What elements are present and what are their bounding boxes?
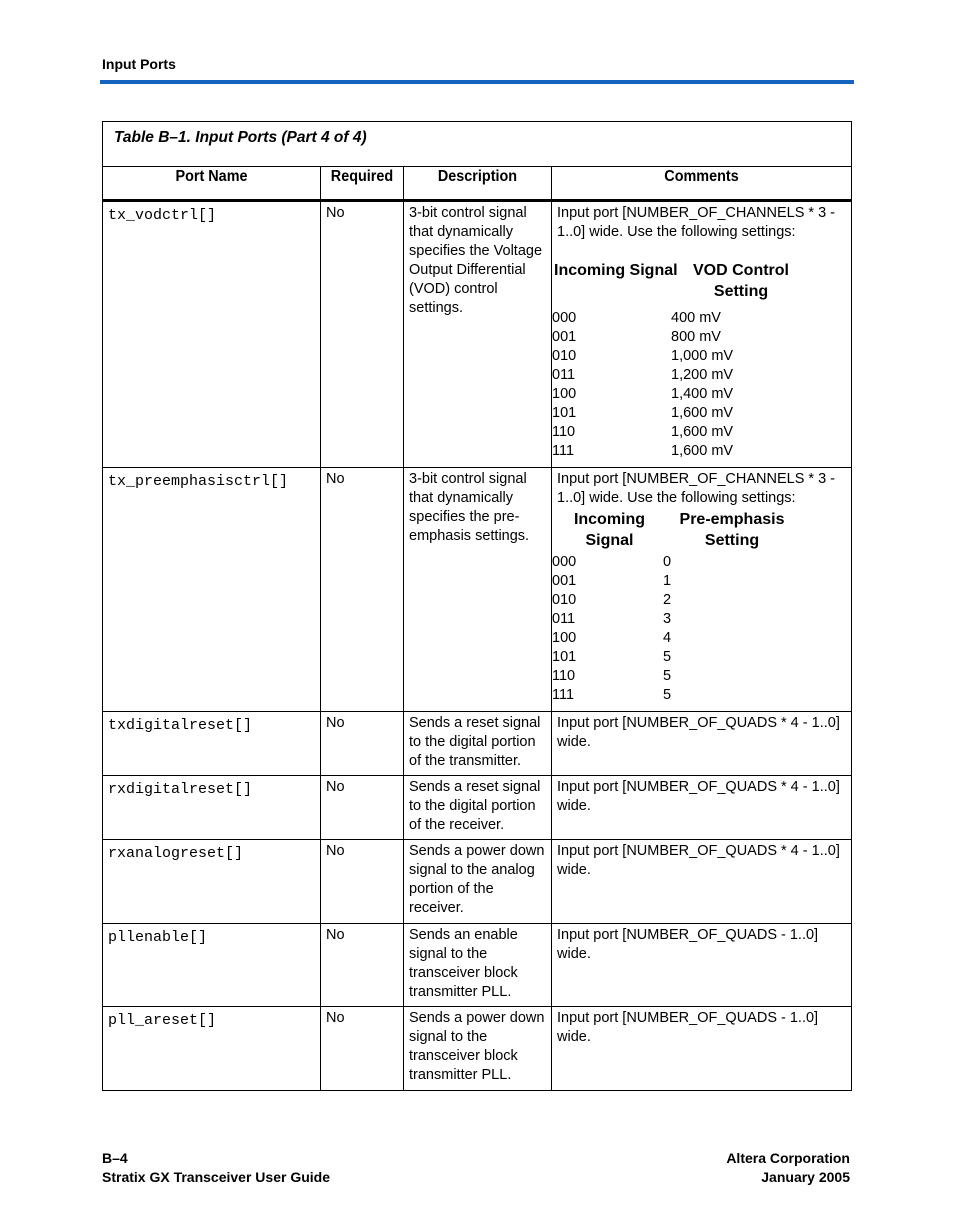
signal-code: 010 <box>552 592 577 608</box>
required-value: No <box>321 201 404 468</box>
column-header: Comments <box>664 168 739 185</box>
signal-code: 111 <box>552 443 575 459</box>
settings-col2-header: Pre-emphasis Setting <box>679 511 785 549</box>
signal-code: 110 <box>552 668 576 684</box>
running-header: Input Ports <box>102 56 176 72</box>
table-row <box>103 201 852 468</box>
setting-value: 4 <box>663 630 672 646</box>
setting-value: 3 <box>663 611 672 627</box>
signal-code: 111 <box>552 687 575 703</box>
table-row <box>103 468 852 712</box>
port-name: tx_vodctrl[] <box>103 201 321 468</box>
column-header: Required <box>330 168 394 185</box>
settings-col1-header: Incoming Signal <box>554 262 678 279</box>
comment-text: Input port [NUMBER_OF_QUADS * 4 - 1..0] wide. <box>557 843 840 878</box>
table-row <box>103 712 852 776</box>
comment-text: Input port [NUMBER_OF_QUADS * 4 - 1..0] wide. <box>557 779 840 814</box>
comment-text: Input port [NUMBER_OF_QUADS - 1..0] wide. <box>557 927 819 962</box>
setting-value: 1,400 mV <box>671 386 734 402</box>
port-name: pll_areset[] <box>103 1007 321 1091</box>
description: Sends an enable signal to the transceiver block transmitter PLL. <box>404 924 552 1007</box>
required-value: No <box>321 840 404 924</box>
comment-text: Input port [NUMBER_OF_CHANNELS * 3 - 1..0] wide. Use the following settings: <box>557 471 836 506</box>
setting-value: 1 <box>663 573 672 589</box>
signal-code: 100 <box>552 386 577 402</box>
comment-cell <box>552 468 852 712</box>
signal-code: 011 <box>552 611 576 627</box>
setting-value: 1,600 mV <box>671 405 734 421</box>
column-header: Port Name <box>175 168 248 185</box>
comment-cell <box>552 201 852 468</box>
description: Sends a power down signal to the transceiver block transmitter PLL. <box>404 1007 552 1091</box>
setting-value: 1,600 mV <box>671 443 734 459</box>
settings-list <box>552 553 845 705</box>
port-name: txdigitalreset[] <box>103 712 321 776</box>
settings-col2-header: VOD Control Setting <box>693 262 789 300</box>
table-row <box>103 776 852 840</box>
settings-col1-header: Incoming Signal <box>573 511 646 549</box>
setting-value: 5 <box>663 668 672 684</box>
description: 3-bit control signal that dynamically specifies the Voltage Output Differential (VOD) control settings. <box>404 201 552 468</box>
comment-cell <box>552 776 852 840</box>
footer-company: Altera Corporation <box>726 1150 850 1166</box>
signal-code: 000 <box>552 554 577 570</box>
description: Sends a power down signal to the analog portion of the receiver. <box>404 840 552 924</box>
setting-value: 1,600 mV <box>671 424 734 440</box>
description: 3-bit control signal that dynamically specifies the pre-emphasis settings. <box>404 468 552 712</box>
required-value: No <box>321 712 404 776</box>
table-caption: Table B–1. Input Ports (Part 4 of 4) <box>103 122 852 167</box>
description: Sends a reset signal to the digital portion of the receiver. <box>404 776 552 840</box>
setting-value: 400 mV <box>671 310 721 326</box>
comment-text: Input port [NUMBER_OF_QUADS - 1..0] wide. <box>557 1010 819 1045</box>
setting-value: 1,000 mV <box>671 348 734 364</box>
setting-value: 1,200 mV <box>671 367 734 383</box>
comment-cell <box>552 924 852 1007</box>
setting-value: 2 <box>663 592 672 608</box>
port-name: pllenable[] <box>103 924 321 1007</box>
required-value: No <box>321 468 404 712</box>
signal-code: 001 <box>552 329 577 345</box>
table-row <box>103 840 852 924</box>
required-value: No <box>321 776 404 840</box>
signal-code: 101 <box>552 649 577 665</box>
comment-cell <box>552 712 852 776</box>
description: Sends a reset signal to the digital portion of the transmitter. <box>404 712 552 776</box>
setting-value: 0 <box>663 554 672 570</box>
footer-date: January 2005 <box>761 1169 850 1185</box>
port-name: rxdigitalreset[] <box>103 776 321 840</box>
signal-code: 000 <box>552 310 577 326</box>
required-value: No <box>321 924 404 1007</box>
column-header: Description <box>437 168 518 185</box>
table-row <box>103 924 852 1007</box>
comment-text: Input port [NUMBER_OF_QUADS * 4 - 1..0] wide. <box>557 715 840 750</box>
table-row <box>103 1007 852 1091</box>
required-value: No <box>321 1007 404 1091</box>
table-header-row <box>103 167 852 201</box>
footer-guide-title: Stratix GX Transceiver User Guide <box>102 1169 330 1185</box>
signal-code: 001 <box>552 573 577 589</box>
settings-header <box>552 509 845 551</box>
setting-value: 5 <box>663 649 672 665</box>
signal-code: 110 <box>552 424 576 440</box>
signal-code: 101 <box>552 405 577 421</box>
setting-value: 800 mV <box>671 329 721 345</box>
port-name: rxanalogreset[] <box>103 840 321 924</box>
setting-value: 5 <box>663 687 672 703</box>
signal-code: 010 <box>552 348 577 364</box>
settings-header <box>552 260 845 302</box>
comment-text: Input port [NUMBER_OF_CHANNELS * 3 - 1..0] wide. Use the following settings: <box>557 205 836 240</box>
comment-cell <box>552 840 852 924</box>
signal-code: 011 <box>552 367 576 383</box>
footer-page-number: B–4 <box>102 1150 128 1166</box>
signal-code: 100 <box>552 630 577 646</box>
input-ports-table <box>102 121 852 1091</box>
settings-list <box>552 309 845 461</box>
comment-cell <box>552 1007 852 1091</box>
port-name: tx_preemphasisctrl[] <box>103 468 321 712</box>
header-rule <box>100 80 854 84</box>
